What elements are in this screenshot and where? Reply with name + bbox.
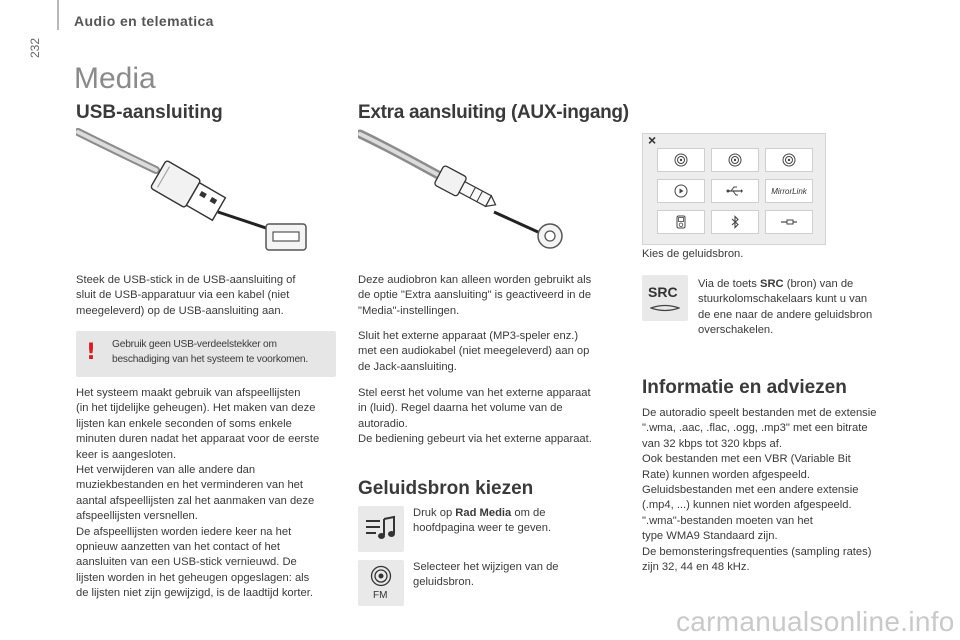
header-rule [57,0,59,30]
source-bluetooth-button[interactable] [711,210,759,234]
text-line: minuten duren nadat het apparaat voor de eerste [76,433,320,446]
text-line: Gebruik geen USB-verdeelstekker om [112,339,277,350]
text-line: De afspeellijsten worden iedere keer na het [76,525,292,538]
text-line: De autoradio speelt bestanden met de extensie [642,407,877,419]
warning-box [76,331,336,377]
steering-switch-icon [650,303,680,313]
text-line: muziekbestanden en het verminderen van het [76,479,304,492]
source-ipod-button[interactable] [657,210,705,234]
usb-plug-illustration [76,128,316,258]
source-aux-button[interactable] [765,210,813,234]
source-mirrorlink-button[interactable] [765,179,813,203]
text-line: Het verwijderen van alle andere dan [76,464,256,477]
radio-icon [674,153,688,167]
aux-paragraph-3 [358,386,628,448]
text-line: type WMA9 Standaard zijn. [642,530,778,543]
text-line: Het systeem maakt gebruik van afspeellijsten [76,387,301,399]
ipod-icon [676,215,686,229]
src-post: (bron) van de [783,278,854,290]
text-line: De bemonsteringsfrequenties (sampling rates) [642,545,872,558]
step1-pre: Druk op [413,507,456,519]
text-line: ".wma"-bestanden moeten van het [642,514,813,527]
text-line: Sluit het externe apparaat (MP3-speler enz.) [358,330,579,342]
text-line: de optie "Extra aansluiting" is geactiveerd in de [358,289,592,302]
step1-post: om de [511,507,546,519]
aux-paragraph-1 [358,273,628,319]
text-line: (in het tijdelijke geheugen). Het maken van deze [76,402,316,415]
text-line: zijn 32, 44 en 48 kHz. [642,561,750,574]
text-line: de Jack-aansluiting. [358,360,457,373]
src-description [698,277,898,339]
src-line: de ene naar de andere geluidsbron [698,308,873,321]
src-bold: SRC [760,278,784,290]
text-line: Deze audiobron kan alleen worden gebruikt als [358,274,592,286]
text-line: Steek de USB-stick in de USB-aansluiting of [76,274,296,286]
text-line: hoofdpagina weer te geven. [413,522,552,535]
warning-icon: ! [86,340,97,365]
aux-cable-icon [780,217,798,227]
info-paragraph [642,406,922,575]
text-line: de lijsten niet zijn gewijzigd, is de laadtijd korter. [76,587,313,600]
text-line: opnieuw aanzetten van het contact of het [76,541,281,554]
text-line: Ook bestanden met een VBR (Variable Bit [642,453,851,466]
close-icon[interactable]: × [648,132,657,148]
source-step-2 [413,560,613,591]
text-line: afspeellijsten versnellen. [76,510,198,523]
text-line: in (luid). Regel daarna het volume van de [358,402,563,415]
src-key-icon [642,275,688,321]
fm-label: FM [373,590,388,601]
text-line: aantal afspeellijsten zal het aanmaken van deze [76,494,315,507]
bluetooth-icon [730,215,740,229]
source-media-button[interactable] [657,179,705,203]
text-line: Stel eerst het volume van het externe apparaat [358,387,591,399]
text-line: aansluiten van een USB-stick vernieuwd. De [76,556,297,569]
page-title: Media [74,62,156,95]
source-step-1 [413,506,613,537]
aux-heading: Extra aansluiting (AUX-ingang) [358,102,629,123]
text-line: meegeleverd) op de USB-aansluiting aan. [76,304,284,317]
text-line: "Media"-instellingen. [358,304,460,317]
text-line: Geluidsbestanden met een andere extensie [642,484,859,497]
page-number: 232 [28,37,42,58]
warning-text [112,337,332,367]
text-line: keer is aangesloten. [76,448,177,461]
aux-paragraph-2 [358,329,628,375]
radio-icon [728,153,742,167]
radio-media-icon [364,515,398,543]
src-key-label: SRC [648,284,678,300]
step1-bold: Rad Media [455,507,512,519]
text-line: ".wma, .aac, .flac, .ogg, .mp3" met een bitrate [642,422,868,435]
choose-source-caption: Kies de geluidsbron. [642,248,744,260]
text-line: van 32 kbps tot 320 kbps af. [642,437,782,450]
source-radio-button-2[interactable] [711,148,759,172]
text-line: lijsten worden in het geheugen opgeslagen: als [76,571,310,584]
src-line: overschakelen. [698,324,774,337]
radio-icon [782,153,796,167]
source-radio-button-1[interactable] [657,148,705,172]
src-pre: Via de toets [698,278,760,290]
radio-wave-icon [370,565,392,587]
text-line: Rate) kunnen worden afgespeeld. [642,468,810,481]
source-usb-button[interactable] [711,179,759,203]
usb-paragraph-2 [76,386,338,602]
rad-media-icon [358,506,404,552]
text-line: beschadiging van het systeem te voorkomen. [112,354,309,365]
source-heading: Geluidsbron kiezen [358,478,534,499]
play-icon [674,184,688,198]
watermark: carmanualsonline.info [676,606,955,637]
src-line: stuurkolomschakelaars kunt u van [698,293,868,306]
usb-heading: USB-aansluiting [76,102,223,123]
info-heading: Informatie en adviezen [642,377,847,398]
source-radio-button-3[interactable] [765,148,813,172]
text-line: (.mp4, ...) kunnen niet worden afgespeeld. [642,499,852,512]
text-line: lijsten kan enkele seconden of soms enkele [76,417,292,430]
text-line: Selecteer het wijzigen van de [413,561,559,573]
jack-plug-illustration [358,128,578,253]
source-selection-screen [642,133,826,245]
usb-icon [726,185,744,197]
text-line: geluidsbron. [413,576,474,589]
text-line: met een audiokabel (niet meegeleverd) aan op [358,345,590,358]
fm-source-icon [358,560,404,606]
text-line: De bediening gebeurt via het externe apparaat. [358,433,592,446]
text-line: autoradio. [358,417,408,430]
usb-paragraph-1 [76,273,336,319]
text-line: sluit de USB-apparatuur via een kabel (niet [76,289,290,302]
mirrorlink-label: MirrorLink [771,186,807,196]
section-header: Audio en telematica [74,13,214,29]
